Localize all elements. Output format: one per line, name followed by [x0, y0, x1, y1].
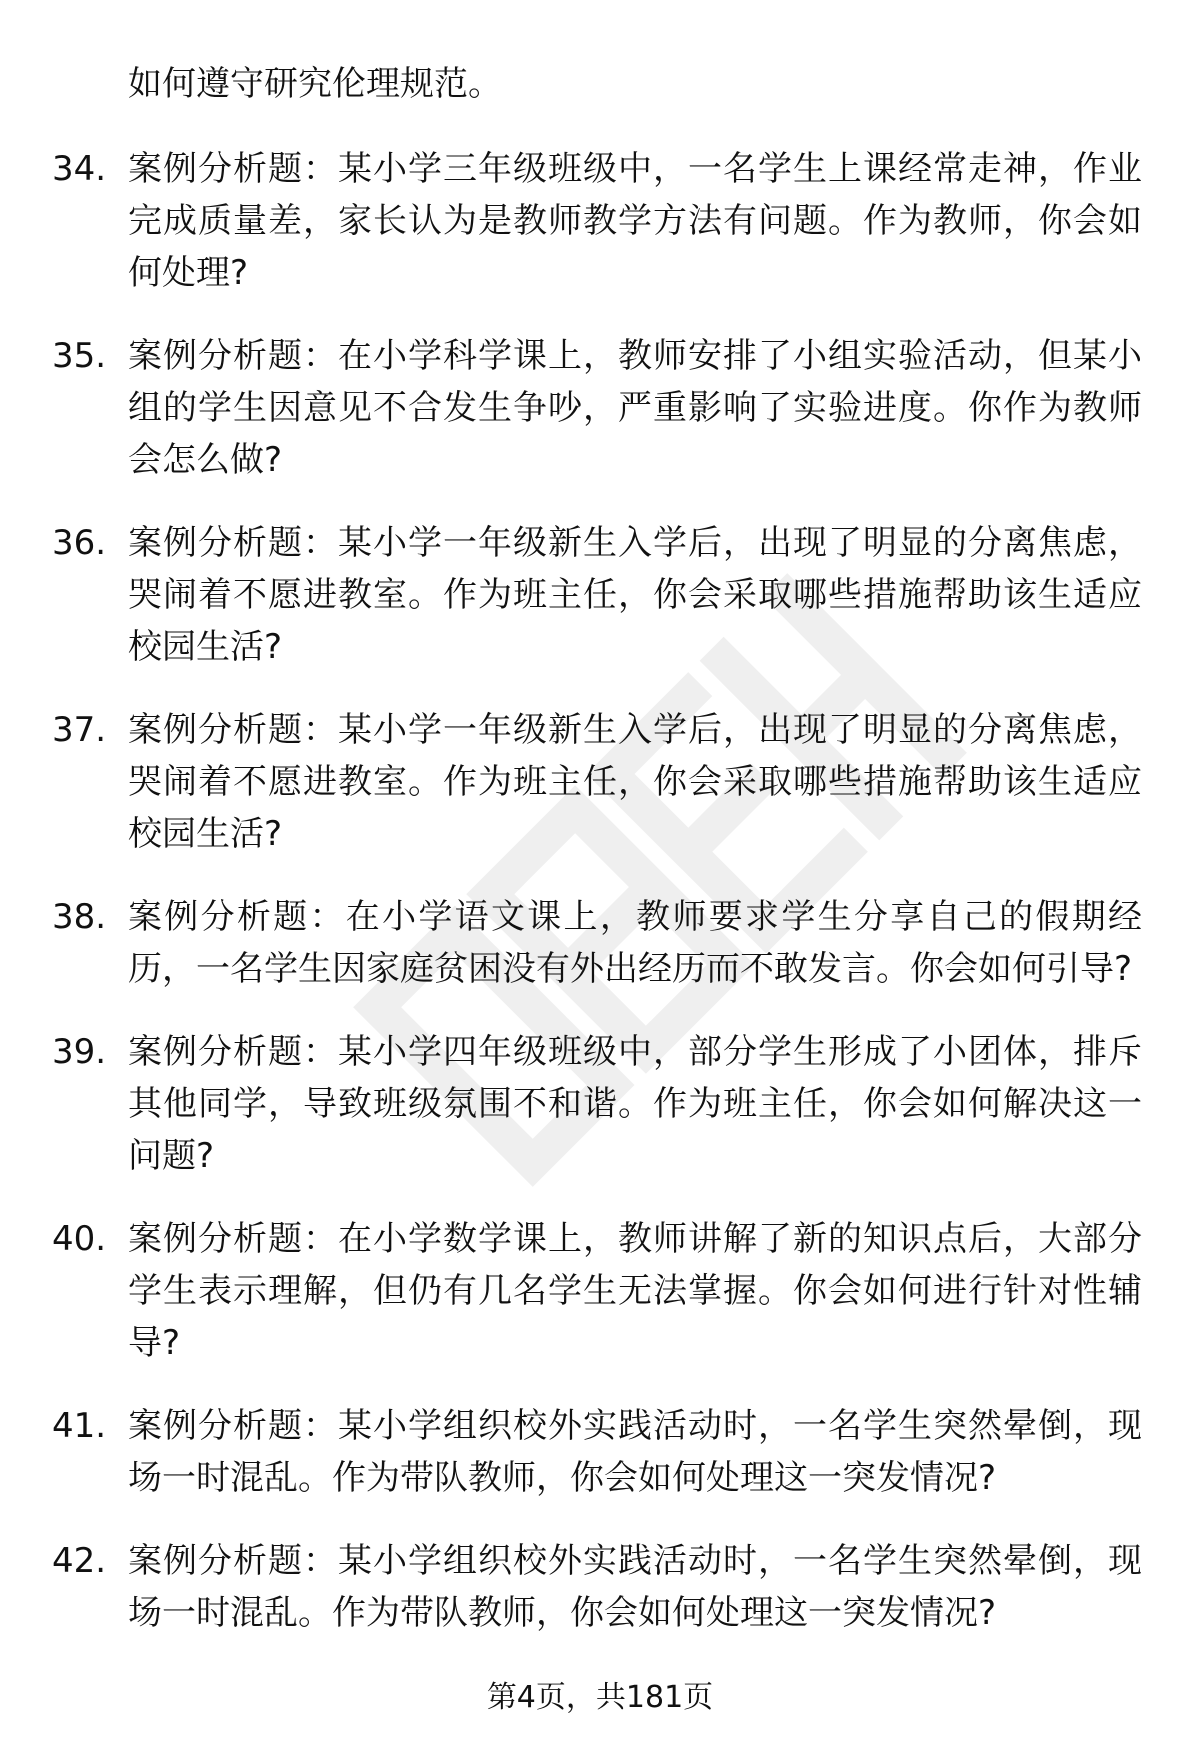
question-text: 案例分析题：某小学四年级班级中，部分学生形成了小团体，排斥其他同学，导致班级氛围不和谐。作为班主任，你会如何解决这一问题?: [128, 1032, 1142, 1176]
question-number: 38.: [52, 897, 107, 937]
question-text: 案例分析题：某小学一年级新生入学后，出现了明显的分离焦虑，哭闹着不愿进教室。作为班主任，你会采取哪些措施帮助该生适应校园生活?: [128, 710, 1142, 854]
question-text: 案例分析题：在小学语文课上，教师要求学生分享自己的假期经历，一名学生因家庭贫困没有外出经历而不敢发言。你会如何引导?: [128, 897, 1142, 989]
question-text: 案例分析题：某小学组织校外实践活动时，一名学生突然晕倒，现场一时混乱。作为带队教师，你会如何处理这一突发情况?: [128, 1406, 1142, 1498]
question-text: 案例分析题：某小学组织校外实践活动时，一名学生突然晕倒，现场一时混乱。作为带队教师，你会如何处理这一突发情况?: [128, 1541, 1142, 1633]
question-text: 案例分析题：某小学三年级班级中，一名学生上课经常走神，作业完成质量差，家长认为是教师教学方法有问题。作为教师，你会如何处理?: [128, 149, 1142, 293]
question-text: 案例分析题：在小学数学课上，教师讲解了新的知识点后，大部分学生表示理解，但仍有几名学生无法掌握。你会如何进行针对性辅导?: [128, 1219, 1142, 1363]
question-number: 39.: [52, 1032, 107, 1072]
question-number: 34.: [52, 149, 107, 189]
continuation-text: 如何遵守研究伦理规范。: [128, 64, 502, 104]
page-footer: 第4页，共181页: [486, 1680, 714, 1715]
question-number: 36.: [52, 523, 107, 563]
question-text: 案例分析题：在小学科学课上，教师安排了小组实验活动，但某小组的学生因意见不合发生争吵，严重影响了实验进度。你作为教师会怎么做?: [128, 336, 1142, 480]
question-item: [52, 891, 1142, 995]
question-text: 案例分析题：某小学一年级新生入学后，出现了明显的分离焦虑，哭闹着不愿进教室。作为班主任，你会采取哪些措施帮助该生适应校园生活?: [128, 523, 1142, 667]
question-item: [52, 517, 1142, 673]
question-item: [52, 1213, 1142, 1369]
question-number: 37.: [52, 710, 107, 750]
question-item: [52, 1535, 1142, 1639]
question-number: 35.: [52, 336, 107, 376]
question-item: [52, 1026, 1142, 1182]
question-item: [52, 1400, 1142, 1504]
question-number: 41.: [52, 1406, 107, 1446]
question-item: [52, 704, 1142, 860]
question-item: [52, 330, 1142, 486]
question-number: 42.: [52, 1541, 107, 1581]
question-item: [52, 143, 1142, 299]
question-number: 40.: [52, 1219, 107, 1259]
question-list: [52, 143, 1142, 1670]
